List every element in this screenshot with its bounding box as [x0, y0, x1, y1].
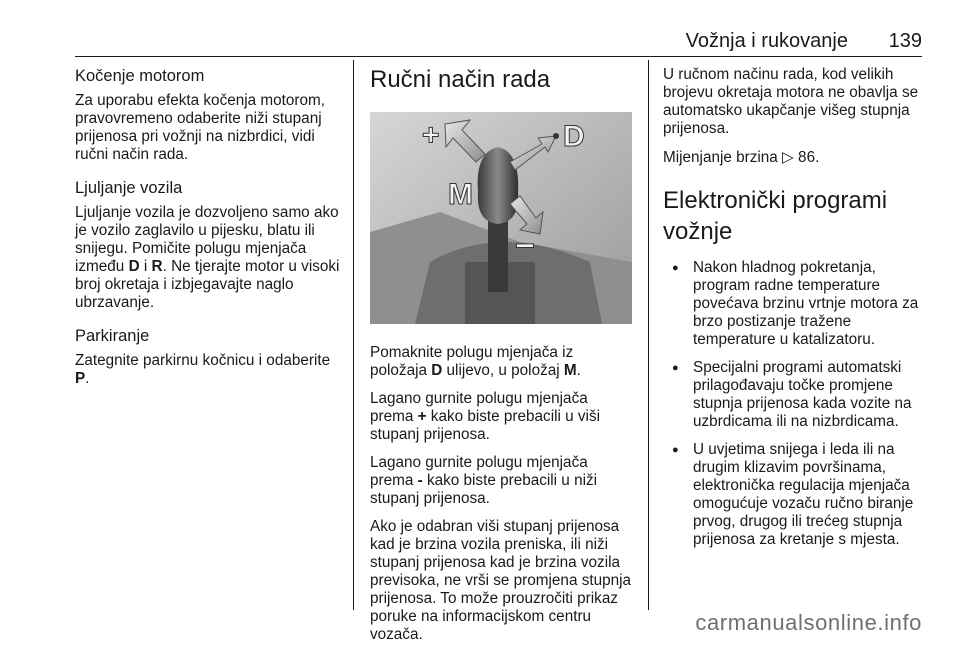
- heading-rocking: Ljuljanje vozila: [75, 179, 183, 197]
- column-divider-1: [353, 60, 354, 610]
- heading-parking: Parkiranje: [75, 327, 150, 345]
- label-plus: +: [422, 119, 440, 152]
- label-d: D: [563, 120, 585, 153]
- text-manual-p4: Ako je odabran viši stupanj prijenosa kad je brzina vozila preniska, ili niži stupanj prijenosa kad je brzina vozila previsoka, ne vrši se promjena stupnja prijenosa. To može prouzročiti prikaz poruke na informacijskom centru vozača.: [370, 518, 632, 643]
- column-divider-2: [648, 60, 649, 610]
- gear-lever-figure: [370, 112, 632, 324]
- text-parking: Zategnite parkirnu kočnicu i odaberite P.: [75, 352, 331, 387]
- watermark: carmanualsonline.info: [695, 610, 922, 635]
- program-list: [663, 259, 925, 549]
- text-engine-braking: Za uporabu efekta kočenja motorom, pravovremeno odaberite niži stupanj prijenosa pri vožnji na nizbrdici, vidi ručni način rada.: [75, 92, 325, 163]
- label-minus: −: [515, 227, 535, 265]
- chapter-title: Vožnja i rukovanje: [685, 30, 848, 52]
- lever-knob: [478, 147, 519, 224]
- page-number: 139: [888, 30, 922, 52]
- heading-engine-braking: Kočenje motorom: [75, 67, 205, 85]
- column-left: [75, 66, 347, 398]
- reference-arrow-icon: ▷: [782, 148, 794, 166]
- text-manual-p3: Lagano gurnite polugu mjenjača prema - kako biste prebacili u niži stupanj prijenosa.: [370, 454, 598, 507]
- page-header: [0, 0, 960, 60]
- header-rule: [75, 56, 922, 57]
- text-manual-p2: Lagano gurnite polugu mjenjača prema + kako biste prebacili u viši stupanj prijenosa.: [370, 390, 600, 443]
- column-middle: [370, 66, 634, 654]
- heading-manual-mode: Ručni način rada: [370, 66, 551, 93]
- list-item: ● Nakon hladnog pokretanja, program radne temperature povećava brzinu vrtnje motora za brzo postizanje tražene temperature u katalizatoru.: [663, 259, 925, 349]
- text-manual-p1: Pomaknite polugu mjenjača iz položaja D ulijevo, u položaj M.: [370, 344, 581, 379]
- list-item: ● Specijalni programi automatski prilagođavaju točke promjene stupnja prijenosa kada vozite na uzbrdicama ili na nizbrdicama.: [663, 359, 925, 431]
- dot-d: [553, 133, 559, 139]
- label-m: M: [448, 178, 473, 211]
- heading-electronic-programs: Elektronički programi vožnje: [663, 187, 888, 245]
- text-high-rpm: U ručnom načinu rada, kod velikih brojevu okretaja motora ne obavlja se automatsko ukapčanje višeg stupnja prijenosa.: [663, 66, 919, 137]
- list-item: ● U uvjetima snijega i leda ili na drugim klizavim površinama, elektronička regulacija mjenjača omogućuje vozaču ručno biranje prvog, drugog ili trećeg stupnja prijenosa za kretanje s mjesta.: [663, 441, 925, 549]
- text-gear-reference: Mijenjanje brzina ▷ 86.: [663, 148, 820, 166]
- column-right: [663, 66, 925, 559]
- text-rocking: Ljuljanje vozila je dozvoljeno samo ako je vozilo zaglavilo u pijesku, blatu ili snijegu. Pomičite polugu mjenjača između D i R. Ne tjerajte motor u visoki broj okretaja i izbjegavajte naglo ubrzavanje.: [75, 204, 340, 311]
